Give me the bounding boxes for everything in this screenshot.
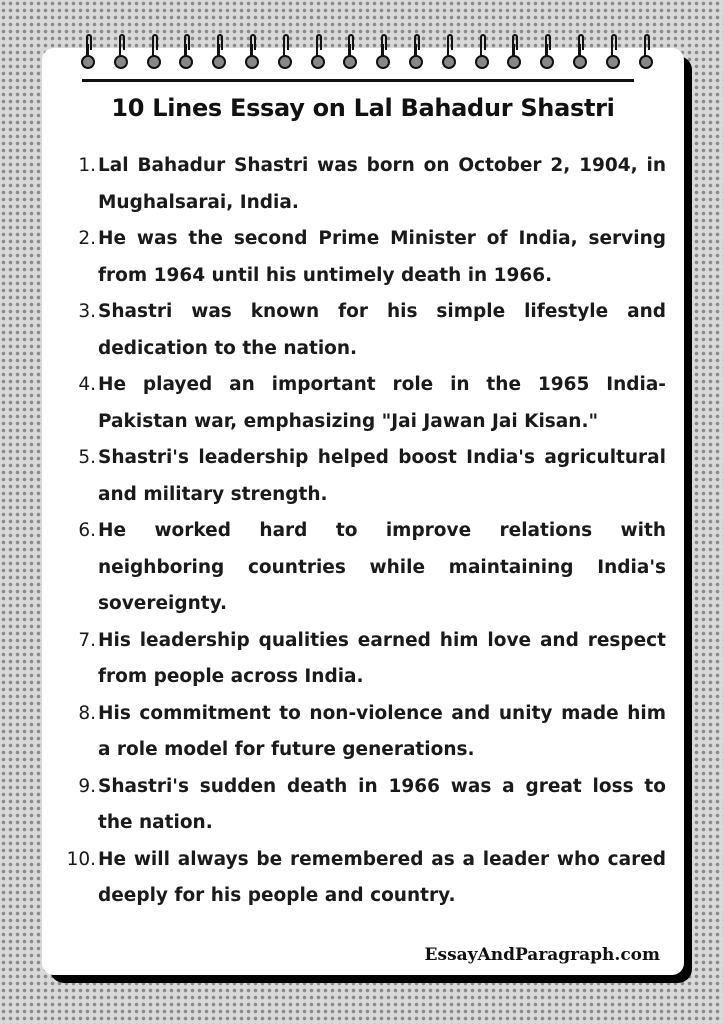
spiral-ring-icon — [607, 34, 621, 74]
item-text: Shastri's sudden death in 1966 was a great loss to the nation. — [98, 775, 666, 833]
list-item — [54, 294, 666, 367]
item-number: 6. — [78, 520, 96, 541]
spiral-ring-icon — [82, 34, 96, 74]
item-text: He worked hard to improve relations with neighboring countries while maintaining India's sovereignty. — [98, 520, 666, 614]
item-number: 9. — [78, 775, 96, 797]
spiral-ring-icon — [508, 34, 522, 74]
list-item — [54, 221, 666, 294]
spiral-ring-icon — [115, 34, 129, 74]
item-text: His leadership qualities earned him love and respect from people across India. — [98, 629, 666, 687]
item-text: He will always be remembered as a leader who cared deeply for his people and country. — [98, 848, 666, 906]
item-text: His commitment to non-violence and unity made him a role model for future generations. — [98, 702, 666, 760]
item-number: 8. — [78, 702, 96, 724]
list-item — [54, 842, 666, 915]
item-text: Lal Bahadur Shastri was born on October 2, 1904, in Mughalsarai, India. — [98, 155, 666, 213]
item-number: 4. — [78, 374, 96, 395]
list-item — [54, 148, 666, 221]
item-text: He played an important role in the 1965 India-Pakistan war, emphasizing "Jai Jawan Jai Kisan." — [98, 374, 666, 432]
item-number: 10. — [66, 848, 96, 870]
list-item — [54, 696, 666, 769]
item-text: He was the second Prime Minister of India, serving from 1964 until his untimely death in 1966. — [98, 228, 666, 286]
list-item — [54, 440, 666, 513]
spiral-ring-icon — [180, 34, 194, 74]
page-title: 10 Lines Essay on Lal Bahadur Shastri — [111, 94, 615, 122]
spiral-ring-icon — [344, 34, 358, 74]
spiral-ring-icon — [574, 34, 588, 74]
spiral-binding — [82, 34, 652, 74]
list-item — [54, 513, 666, 623]
essay-list — [54, 148, 666, 915]
list-item — [54, 769, 666, 842]
list-item — [54, 623, 666, 696]
item-number: 7. — [78, 629, 96, 651]
spiral-ring-icon — [279, 34, 293, 74]
spiral-ring-icon — [443, 34, 457, 74]
divider — [82, 79, 634, 82]
item-text: Shastri's leadership helped boost India's agricultural and military strength. — [98, 447, 666, 505]
item-text: Shastri was known for his simple lifestyle and dedication to the nation. — [98, 301, 666, 359]
item-number: 2. — [78, 228, 96, 249]
spiral-ring-icon — [312, 34, 326, 74]
spiral-ring-icon — [640, 34, 654, 74]
item-number: 5. — [78, 447, 96, 468]
spiral-ring-icon — [148, 34, 162, 74]
list-item — [54, 367, 666, 440]
spiral-ring-icon — [541, 34, 555, 74]
item-number: 3. — [78, 301, 96, 322]
site-watermark: EssayAndParagraph.com — [424, 945, 660, 965]
spiral-ring-icon — [246, 34, 260, 74]
item-number: 1. — [78, 155, 96, 176]
spiral-ring-icon — [377, 34, 391, 74]
spiral-ring-icon — [476, 34, 490, 74]
spiral-ring-icon — [213, 34, 227, 74]
spiral-ring-icon — [410, 34, 424, 74]
notepad-card — [42, 48, 684, 975]
